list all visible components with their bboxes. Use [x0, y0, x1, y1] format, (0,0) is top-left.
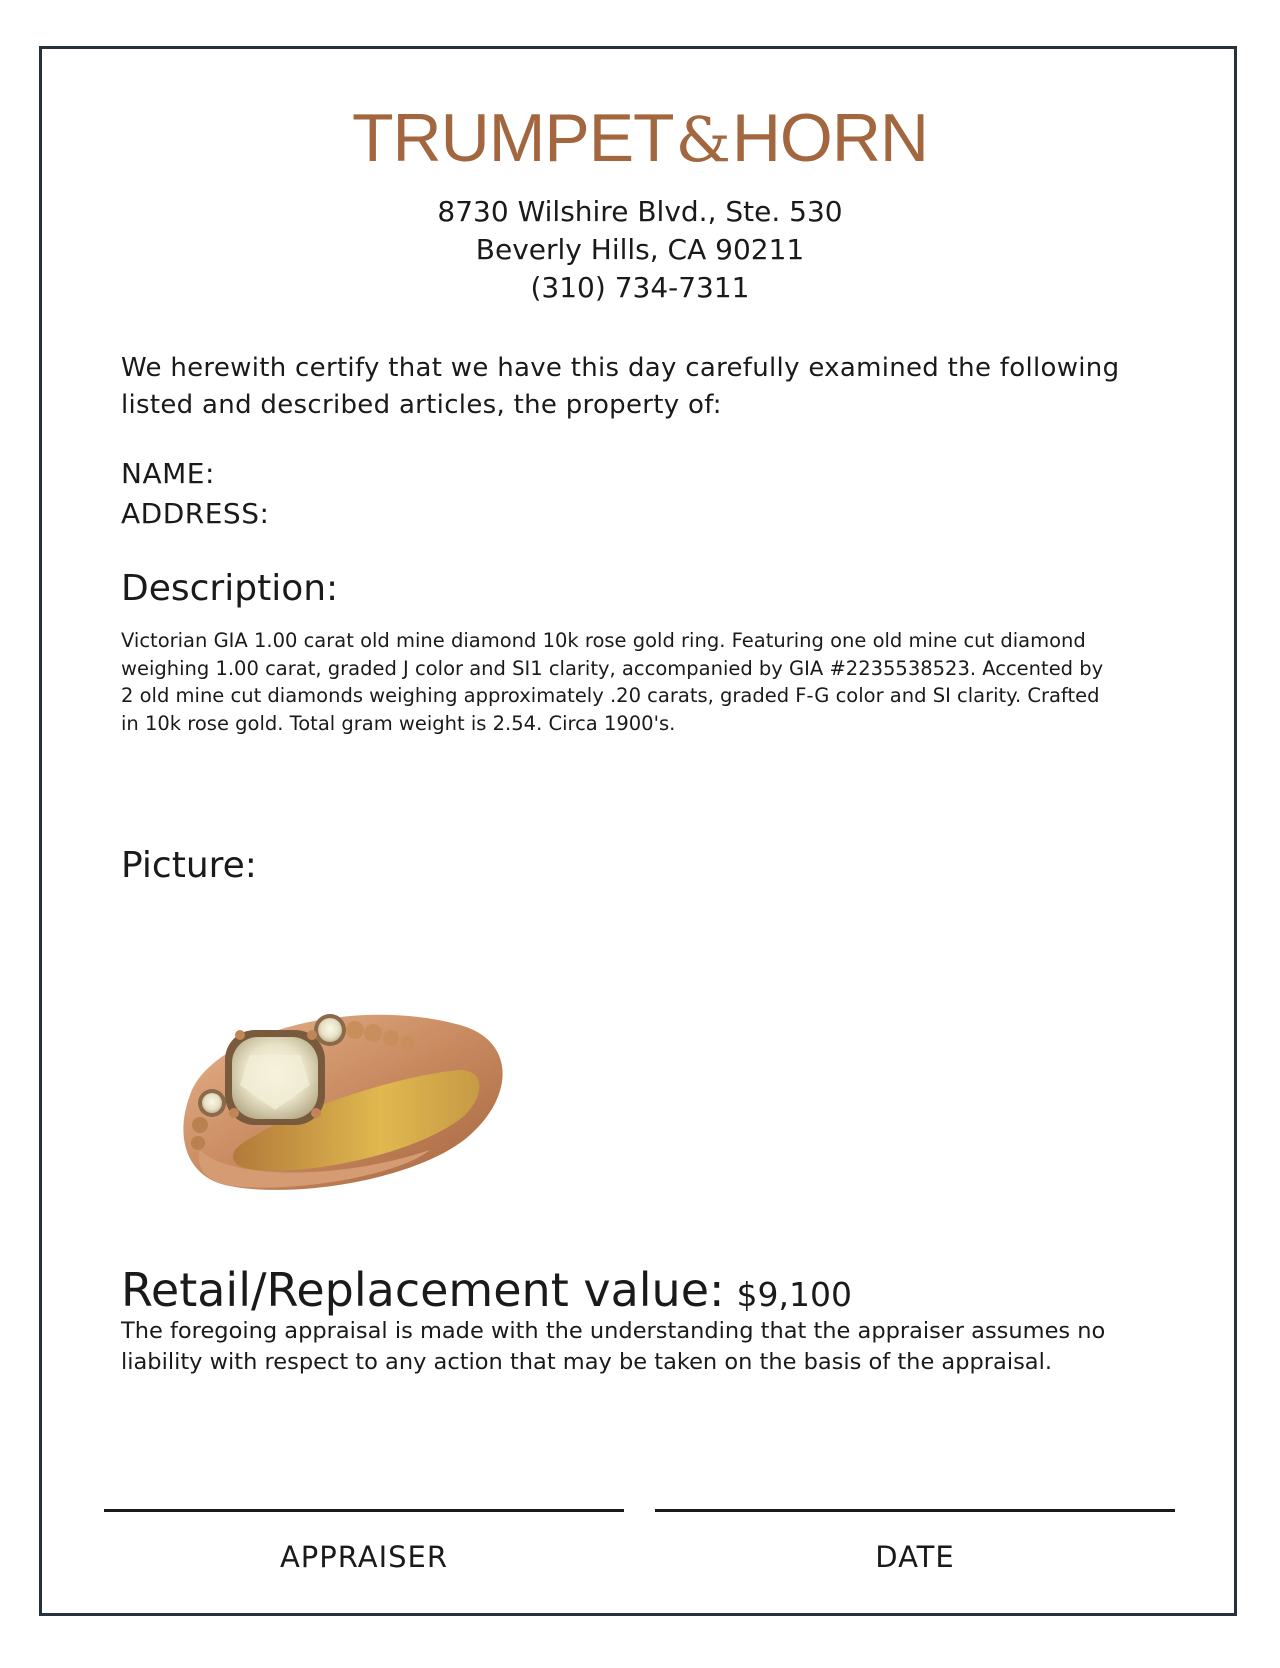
value-label: Retail/Replacement value: [121, 1263, 725, 1317]
logo-text-left: TRUMPET [351, 100, 674, 176]
logo-ampersand: & [675, 103, 730, 176]
date-label: DATE [875, 1540, 955, 1574]
appraiser-signature-line [104, 1509, 624, 1512]
picture-heading: Picture: [121, 845, 257, 886]
date-signature-line [655, 1509, 1175, 1512]
value-amount: $9,100 [736, 1275, 852, 1314]
appraiser-label: APPRAISER [279, 1540, 449, 1574]
value-row [121, 1262, 852, 1323]
address-label: ADDRESS: [121, 497, 270, 530]
brand-logo [0, 98, 1280, 180]
description-body: Victorian GIA 1.00 carat old mine diamond 10k rose gold ring. Featuring one old mine cut diamond weighing 1.00 carat, graded J color and SI1 clarity, accompanied by GIA #2235538523. Accented by 2 old mine cut diamonds weighing approximately .20 carats, graded F-G color and SI clarity. Crafted in 10k rose gold. Total gram weight is 2.54. Circa 1900's. [121, 629, 1104, 735]
address-line-1: 8730 Wilshire Blvd., Ste. 530 [437, 195, 843, 228]
address-line-2: Beverly Hills, CA 90211 [475, 233, 805, 266]
description-heading: Description: [121, 568, 339, 609]
logo-text-right: HORN [731, 100, 929, 176]
certification-text: We herewith certify that we have this day carefully examined the following listed and described articles, the property of: [121, 353, 1120, 420]
phone-number: (310) 734-7311 [530, 271, 750, 304]
ring-photo [170, 975, 520, 1215]
disclaimer-text: The foregoing appraisal is made with the understanding that the appraiser assumes no liability with respect to any action that may be taken on the basis of the appraisal. [121, 1318, 1106, 1375]
name-label: NAME: [121, 457, 215, 490]
